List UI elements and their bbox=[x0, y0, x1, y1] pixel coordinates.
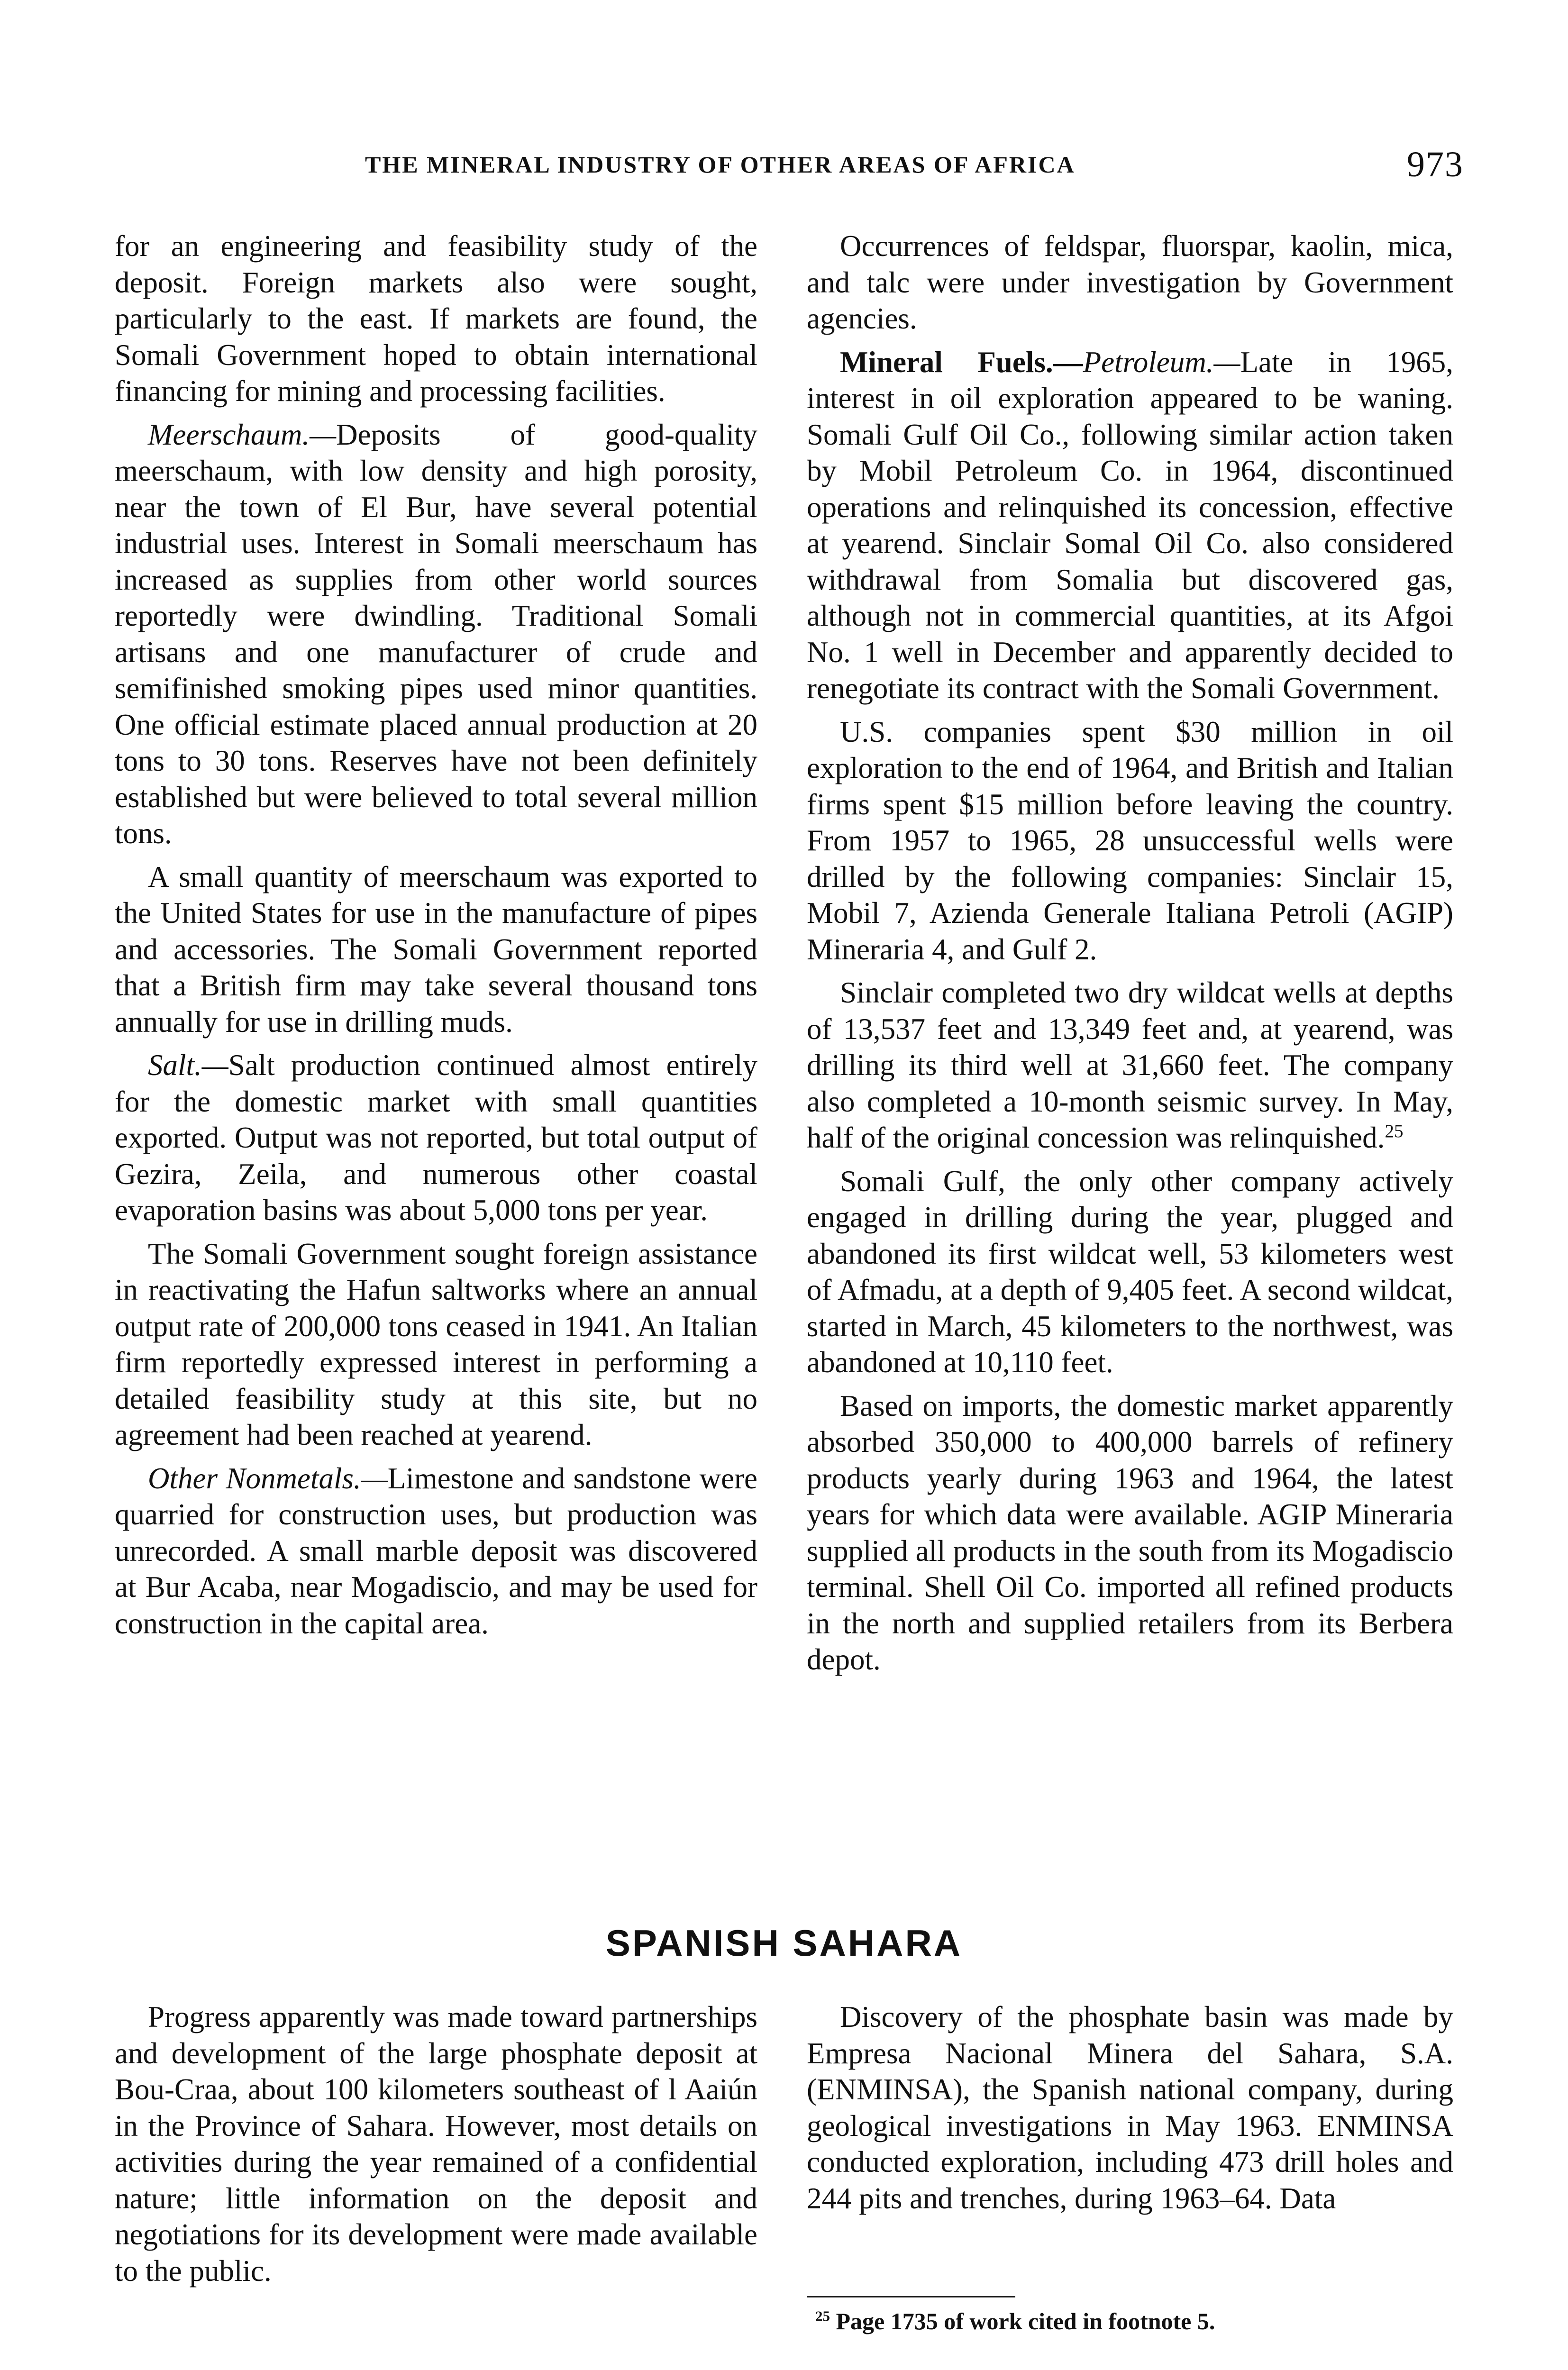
footnote-text: Page 1735 of work cited in footnote 5. bbox=[830, 2308, 1215, 2334]
paragraph: Somali Gulf, the only other company actively engaged in drilling during the year, plugged and abandoned its first wildcat well, 53 kilometers west of Afmadu, at a depth of 9,405 feet. A second wildcat, started in March, 45 kilometers to the northwest, was abandoned at 10,110 feet. bbox=[807, 1164, 1453, 1379]
paragraph-text: Deposits of good-quality meerschaum, with low density and high porosity, near the town of El Bur, have several potential industrial uses. Interest in Somali meerschaum has increased as supplies from other world sources reportedly were dwindling. Traditional Somali artisans and one manufacturer of crude and semifinished smoking pipes used minor quantities. One official estimate placed annual production at 20 tons to 30 tons. Reserves have not been definitely established but were believed to total several million tons. bbox=[115, 418, 757, 850]
subhead-salt: Salt.— bbox=[148, 1048, 228, 1082]
footnote-mark: 25 bbox=[815, 2307, 830, 2324]
paragraph: U.S. companies spent $30 million in oil exploration to the end of 1964, and British and Italian firms spent $15 million before leaving the country. From 1957 to 1965, 28 unsuccessful wells were drilled by the following companies: Sinclair 15, Mobil 7, Azienda Generale Italiana Petroli (AGIP) Mineraria 4, and Gulf 2. bbox=[807, 715, 1453, 966]
paragraph-salt bbox=[115, 1047, 757, 1229]
subhead-other-nonmetals: Other Nonmetals.— bbox=[148, 1461, 388, 1495]
paragraph: for an engineering and feasibility study of the deposit. Foreign markets also were sought, particularly to the east. If markets are found, the Somali Government hoped to obtain international financing for mining and processing facilities. bbox=[115, 229, 757, 408]
section-title: SPANISH SAHARA bbox=[605, 1922, 963, 1964]
paragraph: Occurrences of feldspar, fluorspar, kaolin, mica, and talc were under investigation by Government agencies. bbox=[807, 229, 1453, 335]
paragraph-meerschaum bbox=[115, 417, 757, 852]
paragraph-other-nonmetals bbox=[115, 1460, 757, 1642]
paragraph: The Somali Government sought foreign assistance in reactivating the Hafun saltworks where an annual output rate of 200,000 tons ceased in 1941. An Italian firm reportedly expressed interest in performing a detailed feasibility study at this site, but no agreement had been reached at yearend. bbox=[115, 1237, 757, 1451]
footnote-reference: 25 bbox=[1385, 1121, 1404, 1141]
footnote bbox=[815, 2307, 1215, 2335]
left-column-bottom bbox=[115, 1999, 757, 2289]
footnote-rule bbox=[807, 2296, 1015, 2297]
paragraph-text: Limestone and sandstone were quarried for construction uses, but production was unrecorded. A small marble deposit was discovered at Bur Acaba, near Mogadiscio, and may be used for construction in the capital area. bbox=[115, 1461, 757, 1640]
paragraph: Based on imports, the domestic market apparently absorbed 350,000 to 400,000 barrels of refinery products yearly during 1963 and 1964, the latest years for which data were available. AGIP Mineraria supplied all products in the south from its Mogadiscio terminal. Shell Oil Co. imported all refined products in the north and supplied retailers from its Berbera depot. bbox=[807, 1389, 1453, 1676]
paragraph-text: Sinclair completed two dry wildcat wells at depths of 13,537 feet and 13,349 feet and, at yearend, was drilling its third well at 31,660 feet. The company also completed a 10-month seismic survey. In May, half of the original concession was relinquished. bbox=[807, 976, 1453, 1154]
left-column-top bbox=[115, 228, 757, 1641]
paragraph-text: Late in 1965, interest in oil exploration appeared to be waning. Somali Gulf Oil Co., following similar action taken by Mobil Petroleum Co. in 1964, discontinued operations and relinquished its concession, effective at yearend. Sinclair Somal Oil Co. also considered withdrawal from Somalia but discovered gas, although not in commercial quantities, at its Afgoi No. 1 well in December and apparently decided to renegotiate its contract with the Somali Government. bbox=[807, 345, 1454, 705]
right-column-bottom bbox=[807, 1999, 1453, 2216]
paragraph: Discovery of the phosphate basin was made by Empresa Nacional Minera del Sahara, S.A. (ENMINSA), the Spanish national company, during geological investigations in May 1963. ENMINSA conducted exploration, including 473 drill holes and 244 pits and trenches, during 1963–64. Data bbox=[807, 2000, 1453, 2215]
running-head: THE MINERAL INDUSTRY OF OTHER AREAS OF AFRICA bbox=[365, 151, 1076, 178]
paragraph-text: Salt production continued almost entirely for the domestic market with small quantities exported. Output was not reported, but total output of Gezira, Zeila, and numerous other coastal evaporation basins was about 5,000 tons per year. bbox=[115, 1048, 757, 1227]
subhead-mineral-fuels: Mineral Fuels.— bbox=[840, 345, 1083, 379]
subhead-petroleum: Petroleum.— bbox=[1083, 345, 1240, 379]
paragraph: A small quantity of meerschaum was exported to the United States for use in the manufacture of pipes and accessories. The Somali Government reported that a British firm may take several thousand tons annually for use in drilling muds. bbox=[115, 860, 757, 1039]
page-number: 973 bbox=[1407, 145, 1464, 184]
right-column-top bbox=[807, 228, 1453, 1678]
paragraph-mineral-fuels bbox=[807, 344, 1453, 707]
paragraph: Progress apparently was made toward partnerships and development of the large phosphate deposit at Bou-Craa, about 100 kilometers southeast of l Aaiún in the Province of Sahara. However, most details on activities during the year remained of a confidential nature; little information on the deposit and negotiations for its development were made available to the public. bbox=[115, 2000, 757, 2288]
subhead-meerschaum: Meerschaum.— bbox=[148, 418, 337, 451]
paragraph bbox=[807, 975, 1453, 1156]
